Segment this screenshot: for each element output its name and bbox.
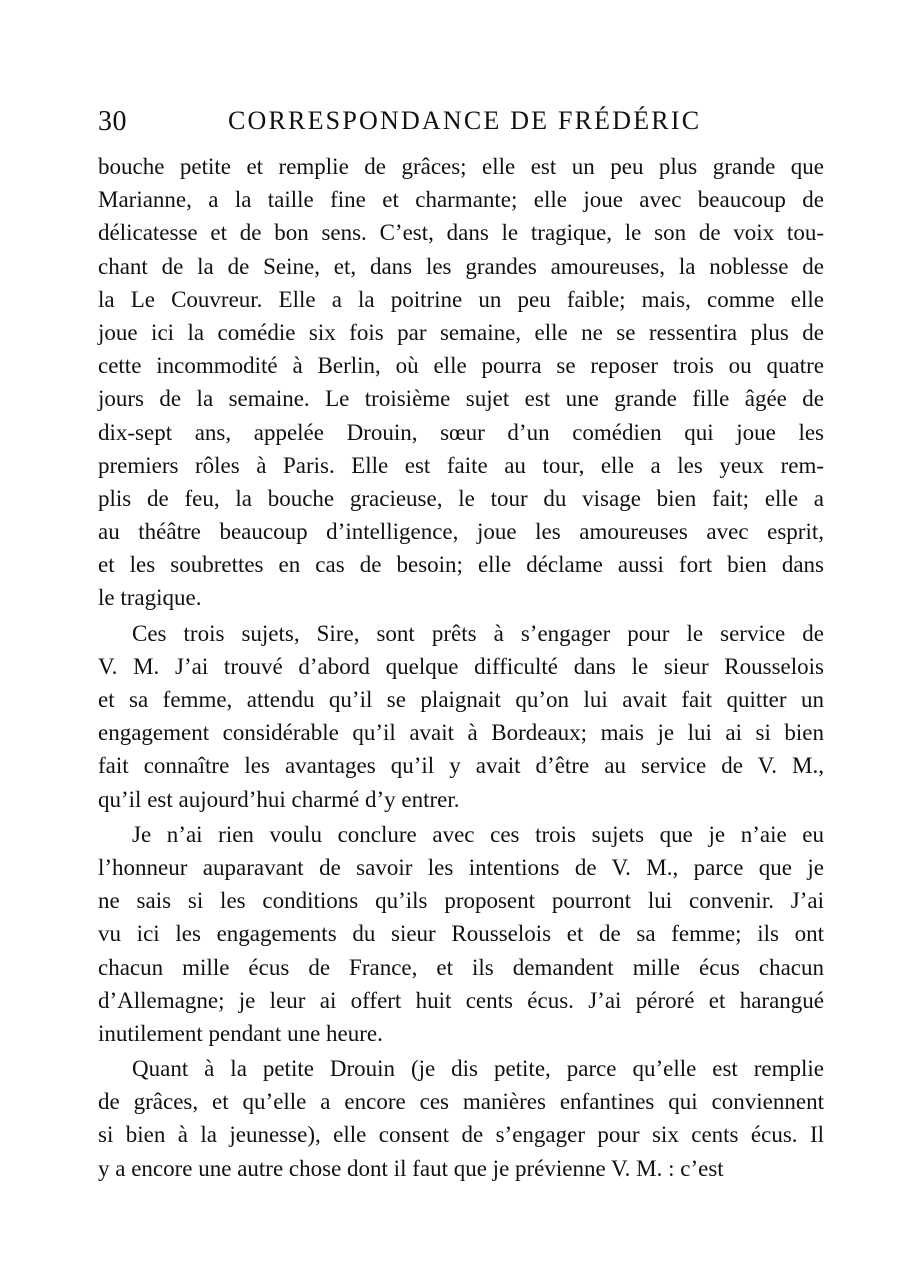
paragraph (98, 617, 824, 816)
text-line: ne sais si les conditions qu’ils proposent pourront lui convenir. J’ai (98, 888, 824, 914)
text-line: la Le Couvreur. Elle a la poitrine un peu faible; mais, comme elle (98, 286, 824, 312)
text-line: et sa femme, attendu qu’il se plaignait qu’on lui avait fait quitter un (98, 687, 824, 712)
text-line: d’Allemagne; je leur ai offert huit cents écus. J’ai péroré et harangué (98, 987, 824, 1013)
text-line: V. M. J’ai trouvé d’abord quelque difficulté dans le sieur Rousselois (98, 653, 824, 679)
text-line: fait connaître les avantages qu’il y avait d’être au service de V. M., (98, 753, 824, 779)
paragraph (98, 150, 824, 615)
text-line: dix-sept ans, appelée Drouin, sœur d’un comédien qui joue les (98, 419, 824, 445)
text-line: engagement considérable qu’il avait à Bordeaux; mais je lui ai si bien (98, 720, 824, 746)
text-line: cette incommodité à Berlin, où elle pourra se reposer trois ou quatre (98, 353, 824, 379)
text-line: premiers rôles à Paris. Elle est faite au tour, elle a les yeux rem- (98, 452, 824, 478)
text-line: inutilement pendant une heure. (98, 1020, 383, 1046)
text-line: Quant à la petite Drouin (je dis petite, parce qu’elle est remplie (132, 1056, 824, 1082)
page-number: 30 (98, 106, 127, 137)
text-line: jours de la semaine. Le troisième sujet est une grande fille âgée de (98, 386, 824, 412)
text-line: chant de la de Seine, et, dans les grandes amoureuses, la noblesse de (98, 253, 824, 279)
text-line: et les soubrettes en cas de besoin; elle déclame aussi fort bien dans (98, 552, 824, 578)
text-line: plis de feu, la bouche gracieuse, le tour du visage bien fait; elle a (98, 485, 824, 511)
text-line: qu’il est aujourd’hui charmé d’y entrer. (98, 786, 460, 812)
text-line: si bien à la jeunesse), elle consent de s’engager pour six cents écus. Il (98, 1122, 824, 1148)
text-line: chacun mille écus de France, et ils demandent mille écus chacun (98, 954, 824, 980)
page-header (98, 106, 838, 146)
text-line: y a encore une autre chose dont il faut que je prévienne V. M. : c’est (98, 1155, 724, 1181)
text-line: l’honneur auparavant de savoir les intentions de V. M., parce que je (98, 854, 824, 880)
body-text (98, 150, 824, 1185)
paragraph (98, 818, 824, 1050)
text-line: de grâces, et qu’elle a encore ces manières enfantines qui conviennent (98, 1089, 824, 1115)
text-line: bouche petite et remplie de grâces; elle est un peu plus grande que (98, 154, 824, 179)
running-head: CORRESPONDANCE DE FRÉDÉRIC (228, 106, 702, 135)
text-line: vu ici les engagements du sieur Rousselois et de sa femme; ils ont (98, 921, 824, 947)
text-line: Marianne, a la taille fine et charmante; elle joue avec beaucoup de (98, 187, 824, 213)
paragraph (98, 1052, 824, 1185)
text-line: Je n’ai rien voulu conclure avec ces trois sujets que je n’aie eu (132, 821, 824, 847)
text-line: le tragique. (98, 585, 202, 611)
text-line: délicatesse et de bon sens. C’est, dans le tragique, le son de voix tou- (98, 220, 824, 246)
text-line: au théâtre beaucoup d’intelligence, joue les amoureuses avec esprit, (98, 519, 824, 545)
text-line: Ces trois sujets, Sire, sont prêts à s’engager pour le service de (132, 620, 824, 646)
text-line: joue ici la comédie six fois par semaine, elle ne se ressentira plus de (98, 319, 824, 345)
